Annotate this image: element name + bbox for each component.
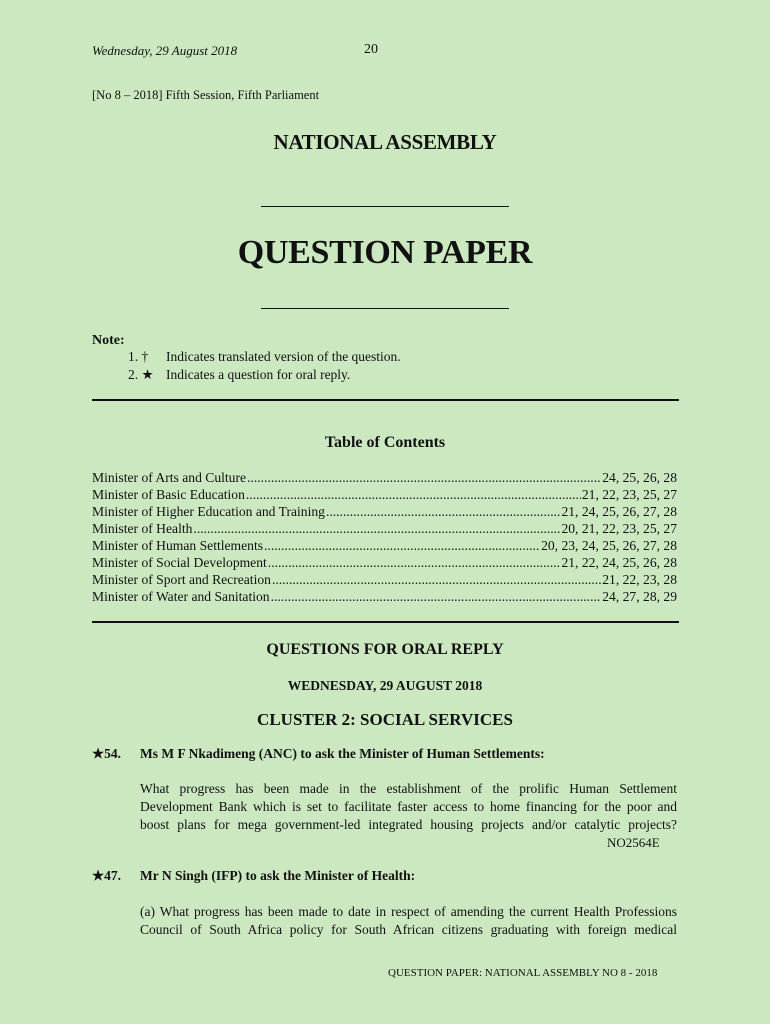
toc-leader: [193, 521, 560, 537]
toc-pages: 21, 24, 25, 26, 27, 28: [561, 504, 677, 519]
toc-row[interactable]: [92, 504, 677, 521]
toc-label: Minister of Social Development: [92, 555, 267, 570]
toc-leader: [247, 470, 601, 486]
document-subtitle: QUESTION PAPER: [237, 234, 533, 271]
cluster-heading: CLUSTER 2: SOCIAL SERVICES: [257, 710, 513, 729]
toc-leader: [268, 555, 561, 571]
toc-pages: 24, 27, 28, 29: [602, 589, 677, 604]
title-rule-bottom: [261, 308, 509, 309]
question-heading: Ms M F Nkadimeng (ANC) to ask the Minister of Human Settlements:: [140, 746, 545, 761]
toc-row[interactable]: [92, 538, 677, 555]
session-line: [No 8 – 2018] Fifth Session, Fifth Parliament: [92, 88, 320, 102]
toc-row[interactable]: [92, 572, 677, 589]
question-text-line: Council of South Africa policy for South African citizens graduating with foreign medical: [140, 922, 677, 937]
toc-leader: [272, 572, 601, 588]
toc-pages: 21, 22, 24, 25, 26, 28: [561, 555, 677, 570]
note-item-number: 2. ★: [128, 367, 154, 382]
toc-label: Minister of Basic Education: [92, 487, 245, 502]
question-code: NO2564E: [607, 835, 660, 850]
toc-label: Minister of Water and Sanitation: [92, 589, 270, 604]
header-date: Wednesday, 29 August 2018: [92, 43, 238, 58]
page-footer: QUESTION PAPER: NATIONAL ASSEMBLY NO 8 - 2018: [388, 967, 658, 979]
question-text-line: (a) What progress has been made to date in respect of amending the current Health Professions: [140, 904, 677, 919]
document-title: NATIONAL ASSEMBLY: [273, 130, 497, 154]
toc-leader: [246, 487, 581, 503]
toc-label: Minister of Human Settlements: [92, 538, 264, 553]
toc-leader: [326, 504, 561, 520]
title-rule-top: [261, 206, 509, 207]
toc-label: Minister of Sport and Recreation: [92, 572, 271, 587]
toc-pages: 21, 22, 23, 28: [602, 572, 677, 587]
question-number: ★47.: [92, 868, 121, 883]
toc-leader: [271, 589, 602, 605]
table-of-contents: [92, 470, 677, 606]
toc-row[interactable]: [92, 589, 677, 606]
note-item-text: Indicates a question for oral reply.: [166, 367, 351, 382]
toc-pages: 20, 23, 24, 25, 26, 27, 28: [541, 538, 677, 553]
question-number: ★54.: [92, 746, 121, 761]
toc-label: Minister of Arts and Culture: [92, 470, 247, 485]
question-heading: Mr N Singh (IFP) to ask the Minister of Health:: [140, 868, 416, 883]
note-item-number: 1. †: [128, 349, 149, 364]
toc-pages: 24, 25, 26, 28: [602, 470, 677, 485]
toc-label: Minister of Health: [92, 521, 193, 536]
toc-row[interactable]: [92, 470, 677, 487]
toc-pages: 21, 22, 23, 25, 27: [581, 487, 677, 502]
toc-row[interactable]: [92, 521, 677, 538]
toc-row[interactable]: [92, 487, 677, 504]
section-heading: QUESTIONS FOR ORAL REPLY: [266, 641, 504, 658]
section-divider: [92, 621, 679, 623]
section-divider: [92, 399, 679, 401]
question-text-line: boost plans for mega government-led integrated housing projects and/or catalytic projects?: [140, 817, 677, 832]
toc-leader: [264, 538, 540, 554]
question-text-line: Development Bank which is set to facilitate faster access to home financing for the poor and: [140, 799, 677, 814]
toc-row[interactable]: [92, 555, 677, 572]
toc-label: Minister of Higher Education and Training: [92, 504, 325, 519]
toc-title: Table of Contents: [324, 434, 446, 451]
note-item: [128, 349, 401, 365]
note-title: Note:: [92, 333, 125, 348]
note-item-text: Indicates translated version of the question.: [166, 349, 401, 364]
page-number: 20: [364, 42, 378, 57]
note-item: [128, 367, 350, 383]
toc-pages: 20, 21, 22, 23, 25, 27: [561, 521, 677, 536]
question-text-line: What progress has been made in the establishment of the prolific Human Settlement: [140, 781, 677, 796]
section-date: WEDNESDAY, 29 AUGUST 2018: [287, 678, 483, 693]
